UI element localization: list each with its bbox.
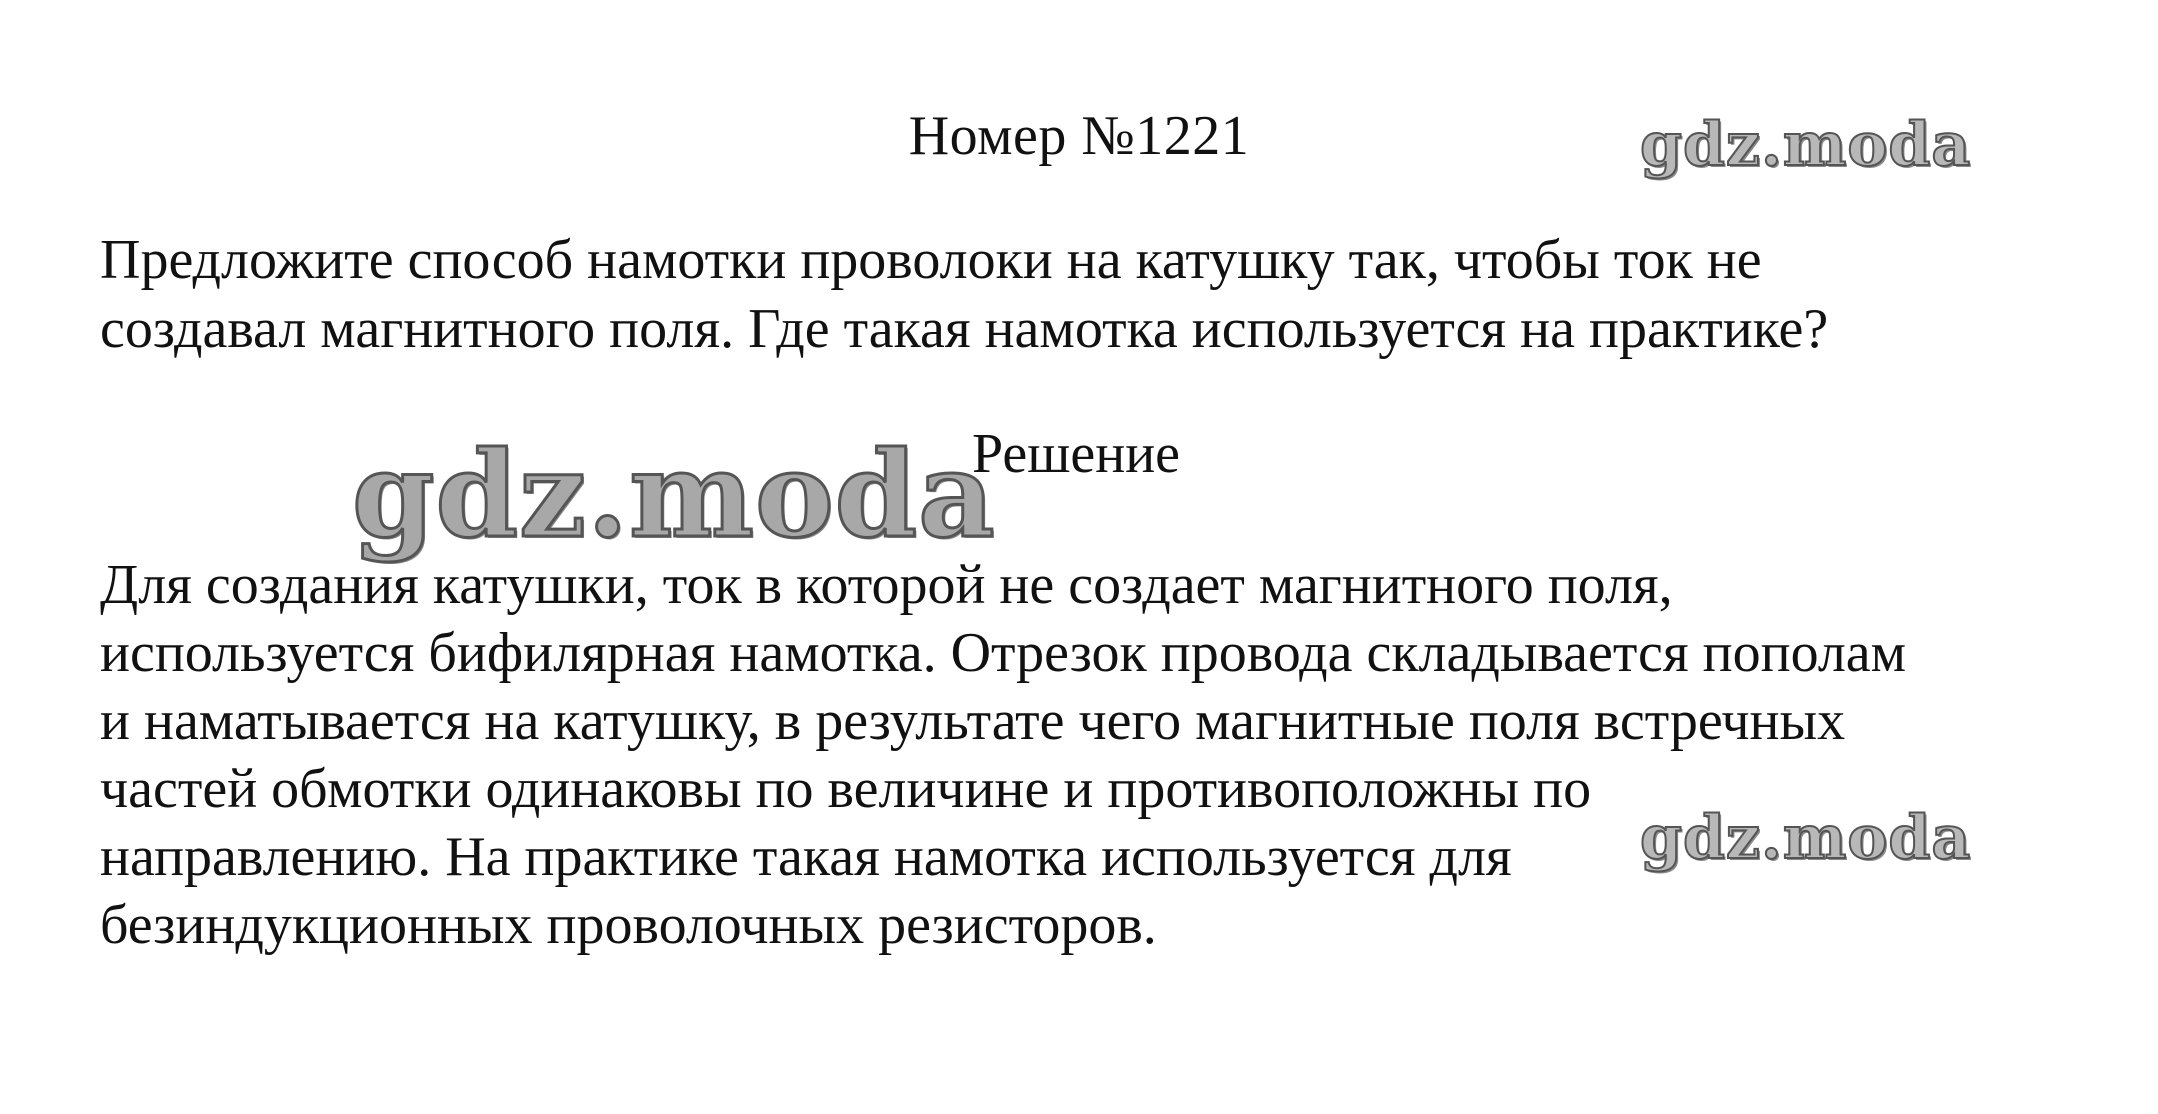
question-line: создавал магнитного поля. Где такая намотка используется на практике? xyxy=(100,298,1829,360)
watermark-logo-middle: gdz.moda xyxy=(352,425,996,564)
answer-line: Для создания катушки, ток в которой не создает магнитного поля, xyxy=(100,554,1673,616)
answer-line: частей обмотки одинаковы по величине и противоположны по xyxy=(100,758,1592,820)
answer-line: направлению. На практике такая намотка используется для xyxy=(100,826,1512,888)
question-line: Предложите способ намотки проволоки на катушку так, чтобы ток не xyxy=(100,229,1762,291)
question-text xyxy=(100,226,2060,364)
watermark-logo-bottom: gdz.moda xyxy=(1640,803,1972,873)
answer-text xyxy=(100,551,2100,959)
problem-title: Номер №1221 xyxy=(908,105,1250,167)
answer-line: безиндукционных проволочных резисторов. xyxy=(100,894,1157,956)
solution-heading: Решение xyxy=(972,423,1181,485)
watermark-logo-top: gdz.moda xyxy=(1640,110,1972,180)
answer-line: и наматывается на катушку, в результате чего магнитные поля встречных xyxy=(100,690,1846,752)
answer-line: используется бифилярная намотка. Отрезок провода складывается пополам xyxy=(100,622,1907,684)
